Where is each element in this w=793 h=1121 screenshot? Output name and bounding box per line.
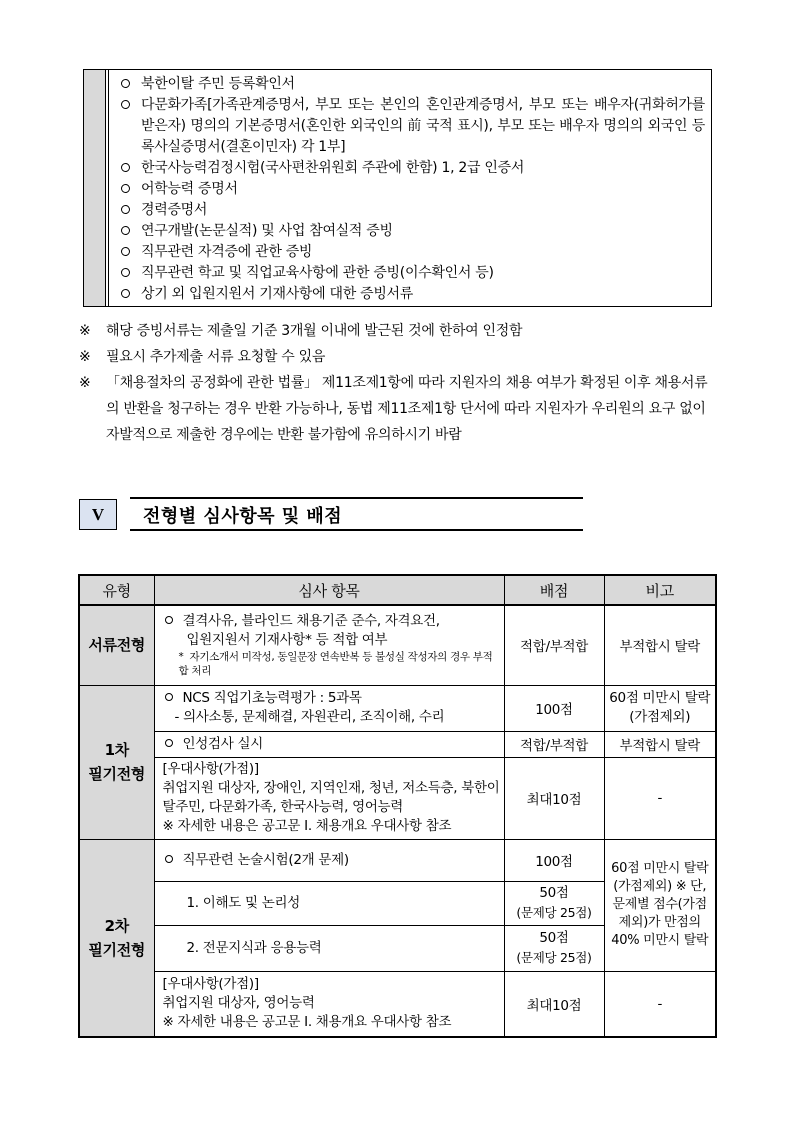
section-rule-top: [130, 497, 583, 499]
section-number-badge: V: [79, 499, 117, 530]
ncs-item: NCS 직업기초능력평가 : 5과목 - 의사소통, 문제해결, 자원관리, 조직이해, 수리: [154, 685, 504, 731]
table-row: [79, 731, 716, 757]
note-item: ※ 「채용절차의 공정화에 관한 법률」 제11조제1항에 따라 지원자의 채용 여부가 확정된 이후 채용서류의 반환을 청구하는 경우 반환 가능하나, 동법 제11조제1항 단서에 따라 지원자가 우리원의 요구 없이 자발적으로 제출한 경우에는 반환 불가함에 유의하시기 바람: [79, 370, 719, 448]
circle-bullet-icon: [165, 855, 173, 863]
circle-bullet-icon: [121, 184, 130, 193]
doc-screening-footnote: * 자기소개서 미작성, 동일문장 연속반복 등 불성실 작성자의 경우 부적합 처리: [178, 651, 493, 678]
type-written-2: 2차 필기전형: [79, 839, 154, 1037]
list-item: 경력증명서: [121, 200, 705, 221]
notes-list: [79, 318, 719, 448]
header-item: 심사 항목: [154, 575, 504, 605]
essay-question-1: 1. 이해도 및 논리성: [154, 881, 504, 925]
circle-bullet-icon: [121, 289, 130, 298]
table-row: [79, 685, 716, 731]
circle-bullet-icon: [165, 616, 173, 624]
section-rule-bottom: [130, 529, 583, 531]
list-item: 한국사능력검정시험(국사편찬위원회 주관에 한함) 1, 2급 인증서: [121, 158, 705, 179]
documents-list: [109, 74, 711, 305]
list-item: 상기 외 입원지원서 기재사항에 대한 증빙서류: [121, 284, 705, 305]
header-type: 유형: [79, 575, 154, 605]
q2-score: 50점 (문제당 25점): [504, 925, 604, 971]
ncs-score: 100점: [504, 685, 604, 731]
essay-question-2: 2. 전문지식과 응용능력: [154, 925, 504, 971]
list-item: 북한이탈 주민 등록확인서: [121, 74, 705, 95]
circle-bullet-icon: [121, 268, 130, 277]
doc-screening-item: 결격사유, 블라인드 채용기준 준수, 자격요건, 입원지원서 기재사항* 등 적합 여부 * 자기소개서 미작성, 동일문장 연속반복 등 불성실 작성자의 경우 부적합 처리: [154, 605, 504, 685]
list-item: 연구개발(논문실적) 및 사업 참여실적 증빙: [121, 221, 705, 242]
table-row: [79, 971, 716, 1037]
personality-score: 적합/부적합: [504, 731, 604, 757]
written2-bonus-item: [우대사항(가점)] 취업지원 대상자, 영어능력 ※ 자세한 내용은 공고문 Ⅰ. 채용개요 우대사항 참조: [154, 971, 504, 1037]
section-title: 전형별 심사항목 및 배점: [143, 506, 343, 527]
header-score: 배점: [504, 575, 604, 605]
required-documents-box: [83, 69, 712, 307]
table-row: [79, 839, 716, 881]
list-item: 어학능력 증명서: [121, 179, 705, 200]
written2-bonus-score: 최대10점: [504, 971, 604, 1037]
essay-item: 직무관련 논술시험(2개 문제): [154, 839, 504, 881]
ncs-remark: 60점 미만시 탈락(가점제외): [604, 685, 716, 731]
note-item: ※ 해당 증빙서류는 제출일 기준 3개월 이내에 발근된 것에 한하여 인정함: [79, 318, 719, 344]
essay-score: 100점: [504, 839, 604, 881]
circle-bullet-icon: [121, 100, 130, 109]
doc-screening-score: 적합/부적합: [504, 605, 604, 685]
circle-bullet-icon: [121, 226, 130, 235]
circle-bullet-icon: [121, 247, 130, 256]
personality-remark: 부적합시 탈락: [604, 731, 716, 757]
table-row: [79, 757, 716, 839]
circle-bullet-icon: [121, 79, 130, 88]
circle-bullet-icon: [121, 163, 130, 172]
written2-bonus-remark: -: [604, 971, 716, 1037]
written1-bonus-item: [우대사항(가점)] 취업지원 대상자, 장애인, 지역인재, 청년, 저소득층, 북한이탈주민, 다문화가족, 한국사능력, 영어능력 ※ 자세한 내용은 공고문 Ⅰ. 채용개요 우대사항 참조: [154, 757, 504, 839]
written1-bonus-remark: -: [604, 757, 716, 839]
list-item: 다문화가족[가족관계증명서, 부모 또는 본인의 혼인관계증명서, 부모 또는 배우자(귀화허가를 받은자) 명의의 기본증명서(혼인한 외국인의 前 국적 표시), 부모 또는 배우자 명의의 외국인 등록사실증명서(결혼이민자) 각 1부]: [121, 95, 705, 158]
reference-mark-icon: ※: [79, 323, 91, 339]
q1-score: 50점 (문제당 25점): [504, 881, 604, 925]
circle-bullet-icon: [121, 205, 130, 214]
circle-bullet-icon: [165, 693, 173, 701]
written2-remark: 60점 미만시 탈락(가점제외) ※ 단, 문제별 점수(가점제외)가 만점의 40% 미만시 탈락: [604, 839, 716, 971]
type-written-1: 1차 필기전형: [79, 685, 154, 839]
reference-mark-icon: ※: [79, 375, 91, 391]
scoring-table: [78, 574, 717, 1038]
doc-screening-remark: 부적합시 탈락: [604, 605, 716, 685]
reference-mark-icon: ※: [79, 349, 91, 365]
written1-bonus-score: 최대10점: [504, 757, 604, 839]
table-header-row: [79, 575, 716, 605]
list-item: 직무관련 자격증에 관한 증빙: [121, 242, 705, 263]
table-row: [79, 605, 716, 685]
type-doc-screening: 서류전형: [79, 605, 154, 685]
note-item: ※ 필요시 추가제출 서류 요청할 수 있음: [79, 344, 719, 370]
box-gray-column: [84, 70, 105, 306]
personality-item: 인성검사 실시: [154, 731, 504, 757]
list-item: 직무관련 학교 및 직업교육사항에 관한 증빙(이수확인서 등): [121, 263, 705, 284]
circle-bullet-icon: [165, 739, 173, 747]
header-remark: 비고: [604, 575, 716, 605]
